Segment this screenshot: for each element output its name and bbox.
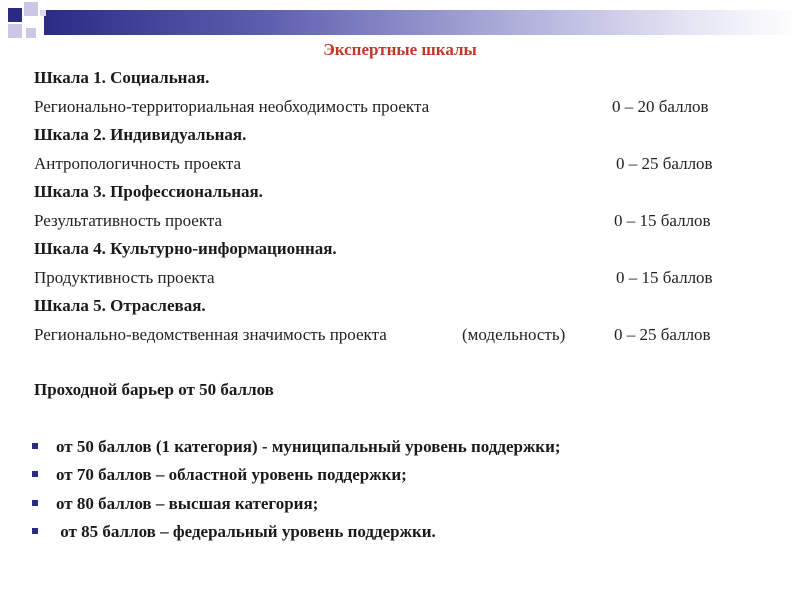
scale-score: 0 – 25 баллов: [614, 325, 711, 344]
decor-square-icon: [24, 2, 38, 16]
scale-score: 0 – 15 баллов: [616, 268, 713, 287]
scale-score: 0 – 15 баллов: [614, 211, 711, 230]
scale-heading: Шкала 5. Отраслевая.: [34, 296, 206, 315]
scale-note: (модельность): [462, 325, 566, 344]
list-item: [32, 522, 436, 542]
bullet-square-icon: [32, 443, 38, 449]
header-gradient-band: [44, 10, 800, 35]
passing-barrier: Проходной барьер от 50 баллов: [34, 380, 274, 399]
level-text: от 70 баллов – областной уровень поддержки;: [56, 465, 407, 484]
decor-square-icon: [8, 24, 22, 38]
scale-heading: Шкала 1. Социальная.: [34, 68, 210, 87]
scale-criterion: Продуктивность проекта: [34, 268, 215, 287]
page-title: Экспертные шкалы: [323, 40, 477, 59]
level-text: от 50 баллов (1 категория) - муниципальный уровень поддержки;: [56, 437, 561, 456]
list-item: [32, 494, 318, 514]
bullet-square-icon: [32, 500, 38, 506]
scale-criterion: Регионально-территориальная необходимость проекта: [34, 97, 430, 116]
list-item: [32, 437, 561, 457]
decor-square-icon: [26, 28, 36, 38]
level-text: от 80 баллов – высшая категория;: [56, 494, 319, 513]
scale-criterion: Антропологичность проекта: [34, 154, 242, 173]
scale-score: 0 – 20 баллов: [612, 97, 709, 116]
decor-square-icon: [40, 10, 46, 16]
level-text: от 85 баллов – федеральный уровень поддержки.: [56, 522, 436, 541]
scale-score: 0 – 25 баллов: [616, 154, 713, 173]
list-item: [32, 465, 407, 485]
scale-heading: Шкала 2. Индивидуальная.: [34, 125, 247, 144]
bullet-square-icon: [32, 528, 38, 534]
bullet-square-icon: [32, 471, 38, 477]
decor-square-icon: [8, 8, 22, 22]
scale-heading: Шкала 4. Культурно-информационная.: [34, 239, 337, 258]
scale-heading: Шкала 3. Профессиональная.: [34, 182, 263, 201]
scale-criterion: Регионально-ведомственная значимость проекта: [34, 325, 387, 344]
scale-criterion: Результативность проекта: [34, 211, 223, 230]
